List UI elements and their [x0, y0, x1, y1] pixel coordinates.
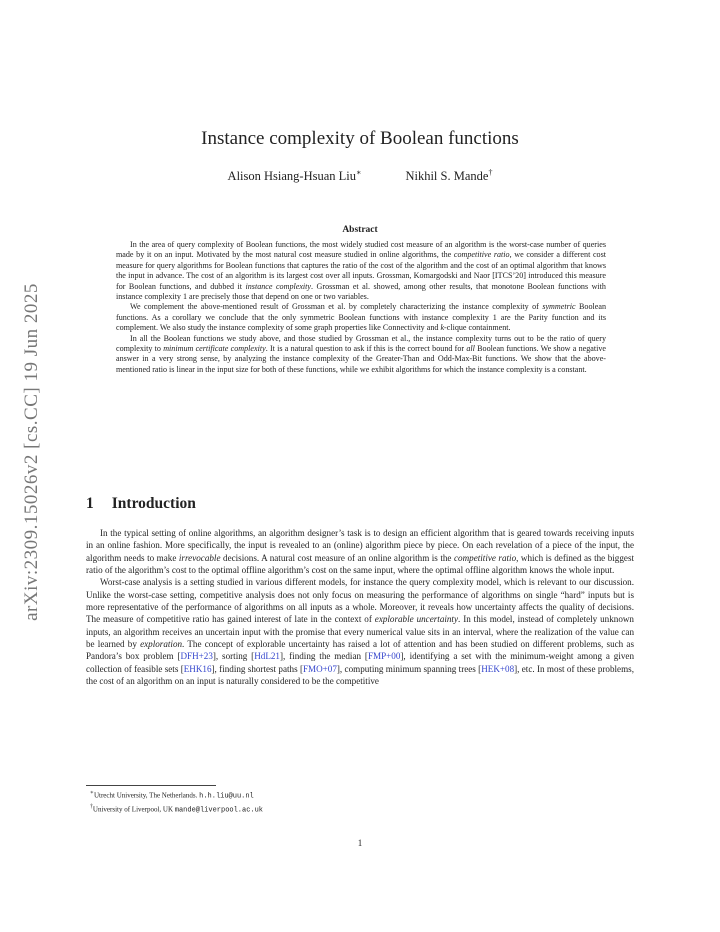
- paper-title: Instance complexity of Boolean functions: [201, 128, 519, 149]
- footnote: †University of Liverpool, UK mande@liverpool.ac.uk: [90, 803, 263, 815]
- page-number: 1: [357, 838, 363, 848]
- introduction-body: [86, 527, 634, 687]
- abstract-paragraph: In the area of query complexity of Boolean functions, the most widely studied cost measure of an algorithm is the worst-case number of queries made by it on an input. Motivated by the most natural cost measure studied in online algorithms, the competitive ratio, we consider a different cost measure for query algorithms for Boolean functions that captures the ratio of the cost of the algorithm and the cost of an optimal algorithm that knows the input in advance. The cost of an algorithm is its largest cost over all inputs. Grossman, Komargodski and Naor [ITCS’20] introduced this measure for Boolean functions, and dubbed it instance complexity. Grossman et al. showed, among other results, that monotone Boolean functions with instance complexity 1 are precisely those that depend on one or two variables.: [116, 240, 606, 302]
- email-link[interactable]: h.h.liu@uu.nl: [199, 792, 254, 801]
- intro-paragraph: In the typical setting of online algorithms, an algorithm designer’s task is to design an efficient algorithm that is geared towards receiving inputs in an online fashion. More specifically, the input is revealed to an (online) algorithm piece by piece. On each revelation of a piece of the input, the algorithm needs to make irrevocable decisions. A natural cost measure of an online algorithm is the competitive ratio, which is defined as the biggest ratio of the algorithm’s cost to the optimal offline algorithm’s cost on the same input, where the optimal offline algorithm knows the whole input.: [86, 528, 635, 576]
- footnotes: [90, 788, 263, 816]
- section-number: 1: [86, 495, 94, 512]
- author-footnote-mark: †: [488, 168, 493, 177]
- citation-link[interactable]: EHK16: [183, 663, 212, 674]
- author-name: Nikhil S. Mande: [405, 169, 489, 184]
- citation-link[interactable]: FMP+00: [367, 651, 401, 662]
- arxiv-sidebar-stamp: [12, 262, 52, 642]
- section-heading: [86, 495, 196, 513]
- abstract-paragraph: In all the Boolean functions we study above, and those studied by Grossman et al., the instance complexity turns out to be the ratio of query complexity to minimum certificate complexity. It is a natural question to ask if this is the correct bound for all Boolean functions. We show a negative answer in a very strong sense, by analyzing the instance complexity of the Greater-Than and Odd-Max-Bit functions. We show that the above-mentioned ratio is linear in the input size for both of these functions, while we exhibit algorithms for which the instance complexity is a constant.: [116, 333, 606, 374]
- citation-link[interactable]: DFH+23: [180, 651, 213, 662]
- author-name: Alison Hsiang-Hsuan Liu: [227, 169, 357, 184]
- citation-link[interactable]: FMO+07: [302, 663, 337, 674]
- footnote-divider: [86, 785, 216, 786]
- intro-paragraph: Worst-case analysis is a setting studied in various different models, for instance the query complexity model, which is relevant to our discussion. Unlike the worst-case setting, competitive analysis does not only focus on measuring the performance of algorithms on single “hard” inputs but is more representative of the performance of algorithms on all inputs as a whole. Moreover, it reveals how uncertainty affects the quality of decisions. The measure of competitive ratio has gained interest of late in the context of explorable uncertainty. In this model, instead of completely unknown inputs, an algorithm receives an uncertain input with the promise that every numerical value sits in an interval, where the realization of the value can be learned by exploration. The concept of explorable uncertainty has raised a lot of attention and has been studied on different problems, such as Pandora’s box problem [DFH+23], sorting [HdL21], finding the median [FMP+00], identifying a set with the minimum-weight among a given collection of feasible sets [EHK16], finding shortest paths [FMO+07], computing minimum spanning trees [HEK+08], etc. In most of these problems, the cost of an algorithm on an input is naturally considered to be the competitive: [86, 577, 634, 687]
- citation-link[interactable]: HdL21: [254, 651, 280, 662]
- email-link[interactable]: mande@liverpool.ac.uk: [174, 806, 263, 815]
- author: [405, 168, 492, 184]
- author-list: [0, 168, 720, 184]
- abstract-body: [116, 240, 606, 375]
- abstract-heading: Abstract: [342, 225, 378, 235]
- citation-link[interactable]: HEK+08: [481, 663, 515, 674]
- author-footnote-mark: ∗: [356, 168, 362, 177]
- footnote: ∗Utrecht University, The Netherlands. h.h.liu@uu.nl: [90, 790, 254, 801]
- author: [228, 168, 362, 184]
- section-title: Introduction: [111, 495, 196, 512]
- abstract-paragraph: We complement the above-mentioned result of Grossman et al. by completely characterizing the instance complexity of symmetric Boolean functions. As a corollary we conclude that the only symmetric Boolean functions with instance complexity 1 are the Parity function and its complement. We also study the instance complexity of some graph properties like Connectivity and k-clique containment.: [116, 302, 606, 333]
- arxiv-id: arXiv:2309.15026v2 [cs.CC] 19 Jun 2025: [21, 283, 43, 621]
